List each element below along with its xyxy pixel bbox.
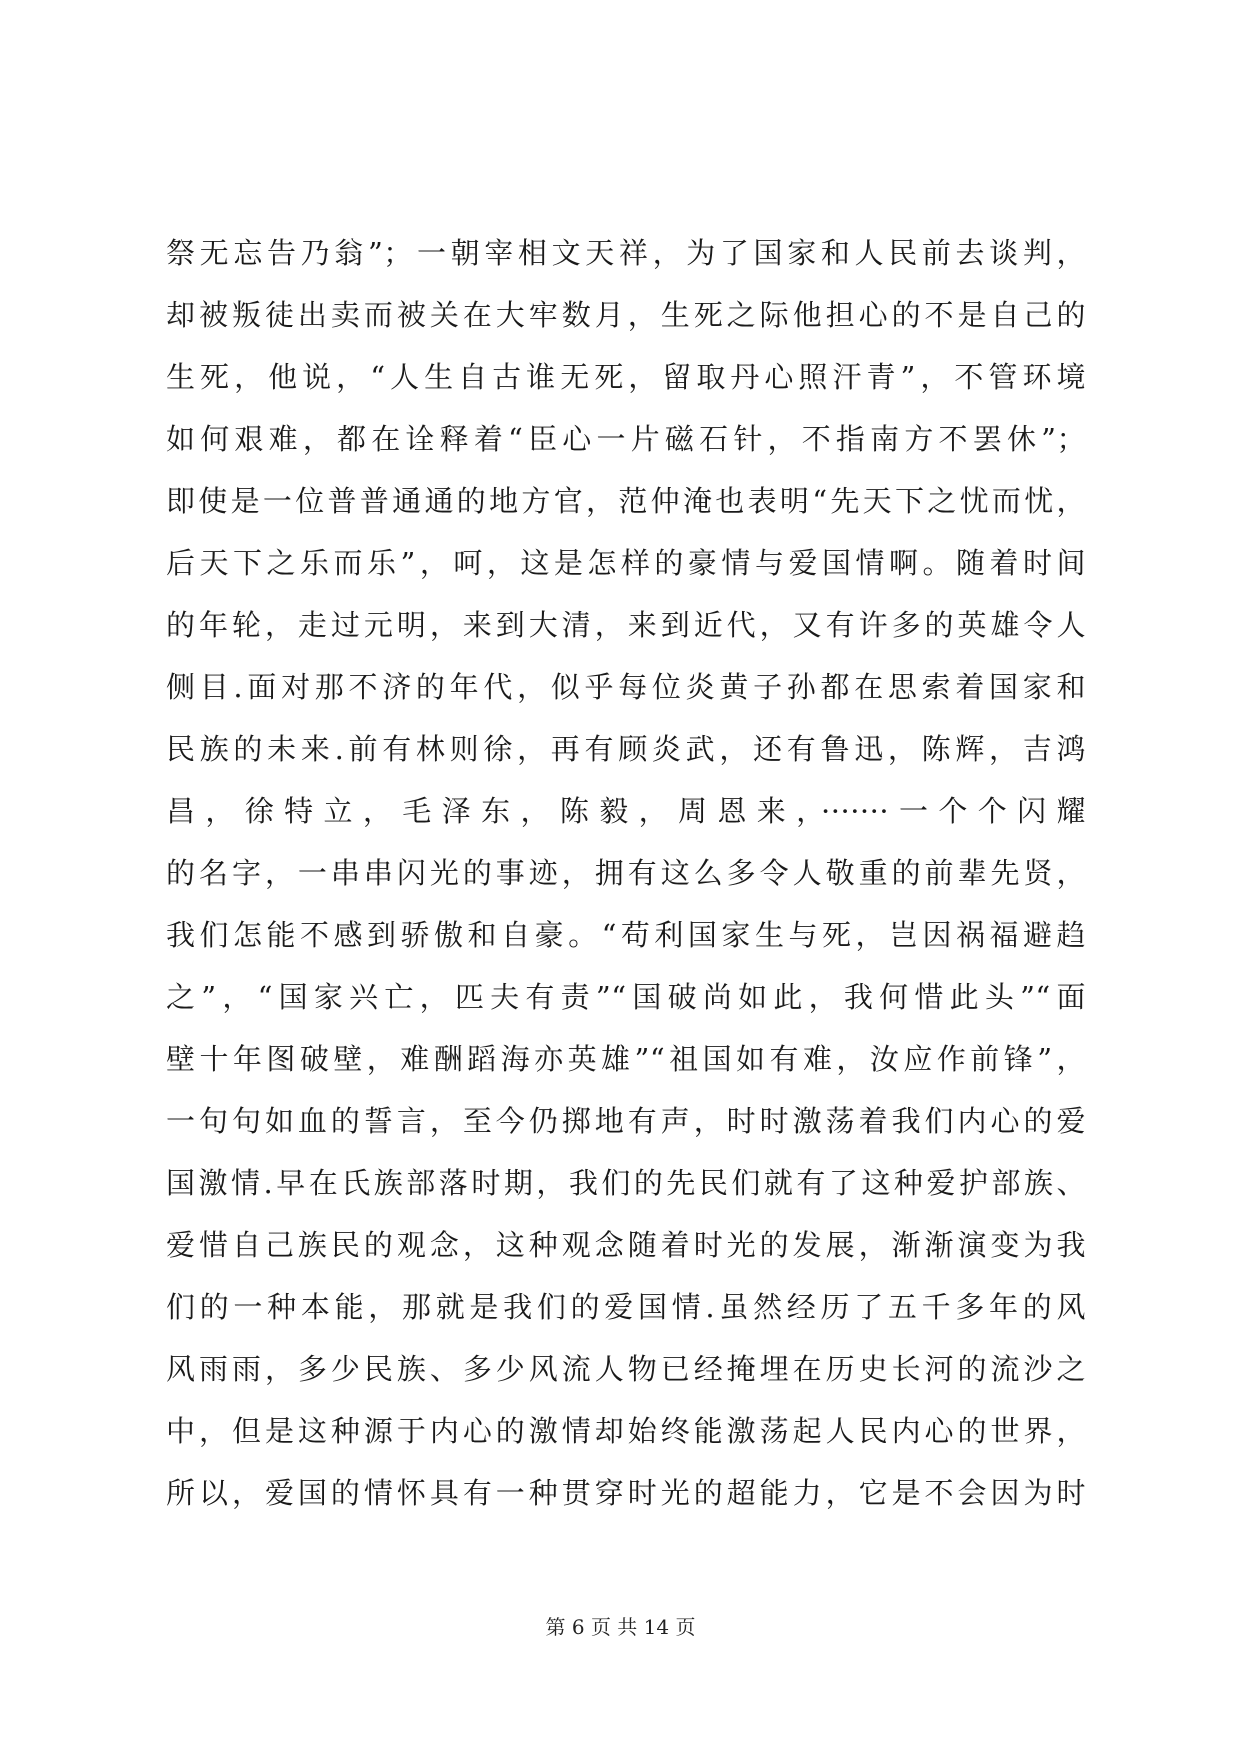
text-line: 我们怎能不感到骄傲和自豪。“苟利国家生与死，岂因祸福避趋 [166,918,1086,952]
text-line: 国激情.早在氏族部落时期，我们的先民们就有了这种爱护部族、 [166,1166,1086,1200]
text-line: 侧目.面对那不济的年代，似乎每位炎黄子孙都在思索着国家和 [166,670,1086,704]
text-line: 昌，徐特立，毛泽东，陈毅，周恩来，·······一个个闪耀 [166,794,1086,828]
text-line: 之”，“国家兴亡，匹夫有责”“国破尚如此，我何惜此头”“面 [166,980,1086,1014]
text-line: 爱惜自己族民的观念，这种观念随着时光的发展，渐渐演变为我 [166,1228,1086,1262]
text-line: 的年轮，走过元明，来到大清，来到近代，又有许多的英雄令人 [166,608,1086,642]
text-line: 生死，他说，“人生自古谁无死，留取丹心照汗青”，不管环境 [166,360,1086,394]
page-number-footer: 第 6 页 共 14 页 [545,1615,696,1639]
text-line: 们的一种本能，那就是我们的爱国情.虽然经历了五千多年的风 [166,1290,1086,1324]
text-line: 的名字，一串串闪光的事迹，拥有这么多令人敬重的前辈先贤， [166,856,1086,890]
text-line: 后天下之乐而乐”，呵，这是怎样的豪情与爱国情啊。随着时间 [166,546,1086,580]
text-line: 中，但是这种源于内心的激情却始终能激荡起人民内心的世界， [166,1414,1086,1448]
body-text [166,222,1086,1524]
text-line: 如何艰难，都在诠释着“臣心一片磁石针，不指南方不罢休”； [166,422,1086,456]
text-line: 民族的未来.前有林则徐，再有顾炎武，还有鲁迅，陈辉，吉鸿 [166,732,1086,766]
text-line: 即使是一位普普通通的地方官，范仲淹也表明“先天下之忧而忧， [166,484,1086,518]
text-line: 一句句如血的誓言，至今仍掷地有声，时时激荡着我们内心的爱 [166,1104,1086,1138]
text-line: 风雨雨，多少民族、多少风流人物已经掩埋在历史长河的流沙之 [166,1352,1086,1386]
text-line: 所以，爱国的情怀具有一种贯穿时光的超能力，它是不会因为时 [166,1476,1086,1510]
text-line: 却被叛徒出卖而被关在大牢数月，生死之际他担心的不是自己的 [166,298,1086,332]
text-line: 壁十年图破壁，难酬蹈海亦英雄”“祖国如有难，汝应作前锋”， [166,1042,1086,1076]
text-line: 祭无忘告乃翁”；一朝宰相文天祥，为了国家和人民前去谈判， [166,236,1086,270]
